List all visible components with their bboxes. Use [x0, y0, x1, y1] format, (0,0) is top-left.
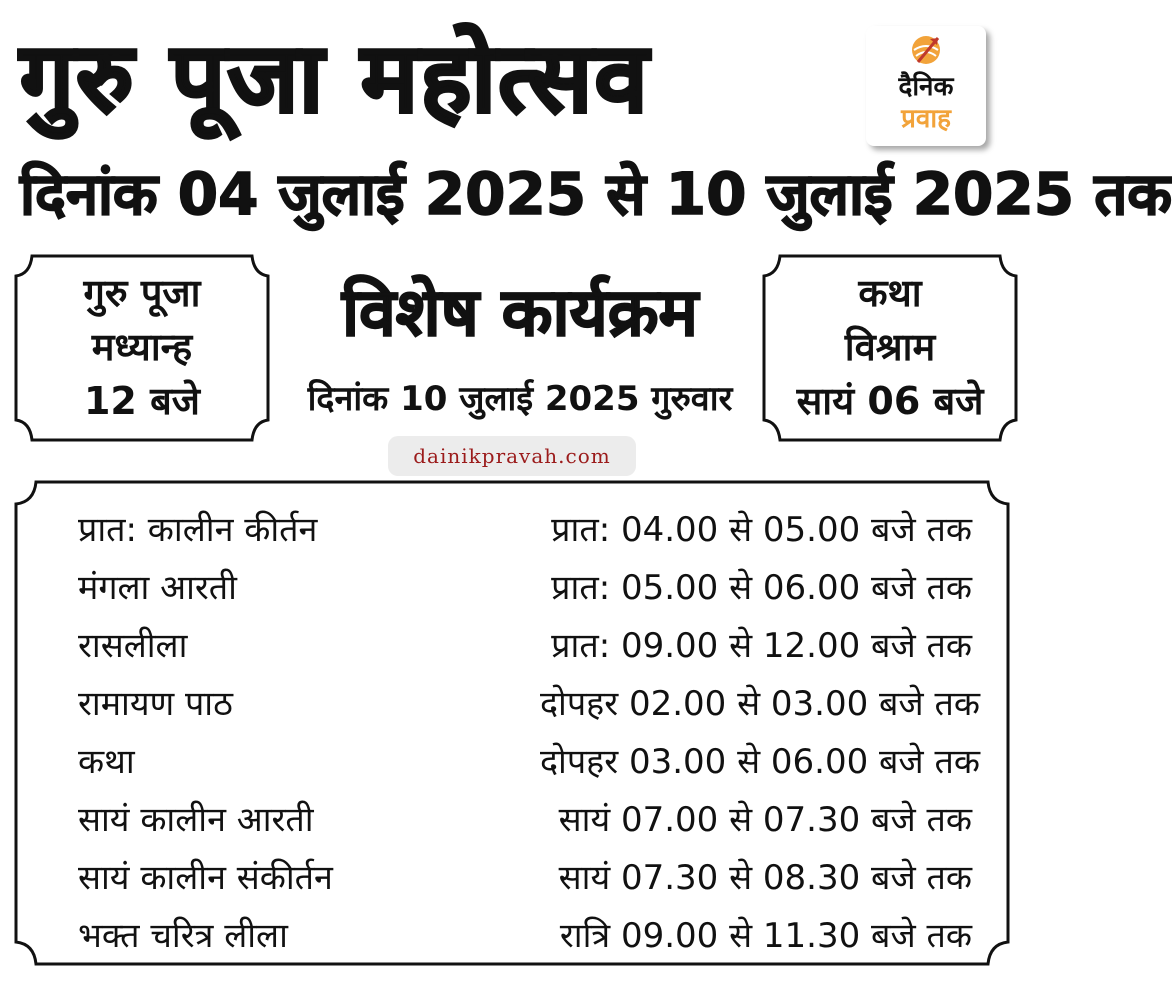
schedule-row	[0, 908, 1024, 964]
schedule-time: प्रात: 09.00 से 12.00 बजे तक	[551, 626, 972, 666]
guru-puja-time-box	[12, 252, 272, 444]
website-link[interactable]: dainikpravah.com	[388, 436, 636, 476]
schedule-row	[0, 676, 1024, 732]
schedule-time: दोपहर 03.00 से 06.00 बजे तक	[540, 742, 980, 782]
schedule-row	[0, 792, 1024, 848]
schedule-row	[0, 502, 1024, 558]
guru-puja-label: गुरु पूजा	[83, 271, 201, 315]
schedule-event: रामायण पाठ	[78, 684, 233, 724]
schedule-event: भक्त चरित्र लीला	[78, 916, 288, 956]
schedule-event: कथा	[78, 742, 135, 782]
madhyanh-label: मध्यान्ह	[91, 325, 193, 369]
schedule-event: सायं कालीन आरती	[78, 800, 314, 840]
globe-arrow-icon	[908, 32, 944, 68]
schedule-time: प्रात: 05.00 से 06.00 बजे तक	[551, 568, 972, 608]
schedule-event: प्रात: कालीन कीर्तन	[78, 510, 318, 550]
katha-label: कथा	[858, 271, 922, 315]
special-program-heading: विशेष कार्यक्रम	[341, 274, 698, 351]
schedule-row	[0, 734, 1024, 790]
logo-text-dainik: दैनिक	[898, 72, 954, 102]
schedule-event: मंगला आरती	[78, 568, 237, 608]
schedule-time: सायं 07.30 से 08.30 बजे तक	[558, 858, 972, 898]
schedule-event: सायं कालीन संकीर्तन	[78, 858, 333, 898]
schedule-time: सायं 07.00 से 07.30 बजे तक	[558, 800, 972, 840]
katha-rest-time: सायं 06 बजे	[796, 379, 984, 423]
schedule-time: रात्रि 09.00 से 11.30 बजे तक	[559, 916, 972, 956]
dainik-pravah-logo[interactable]	[866, 26, 986, 146]
schedule-time: दोपहर 02.00 से 03.00 बजे तक	[540, 684, 980, 724]
katha-rest-box	[760, 252, 1020, 444]
vishram-label: विश्राम	[844, 325, 936, 369]
page-title: गुरु पूजा महोत्सव	[20, 22, 650, 134]
schedule-event: रासलीला	[78, 626, 188, 666]
schedule-row	[0, 850, 1024, 906]
schedule-row	[0, 560, 1024, 616]
schedule-row	[0, 618, 1024, 674]
schedule-time: प्रात: 04.00 से 05.00 बजे तक	[551, 510, 972, 550]
logo-text-pravah: प्रवाह	[901, 104, 951, 134]
event-date-range: दिनांक 04 जुलाई 2025 से 10 जुलाई 2025 तक	[20, 160, 1172, 228]
special-program-date: दिनांक 10 जुलाई 2025 गुरुवार	[307, 379, 733, 419]
guru-puja-time: 12 बजे	[83, 379, 200, 423]
